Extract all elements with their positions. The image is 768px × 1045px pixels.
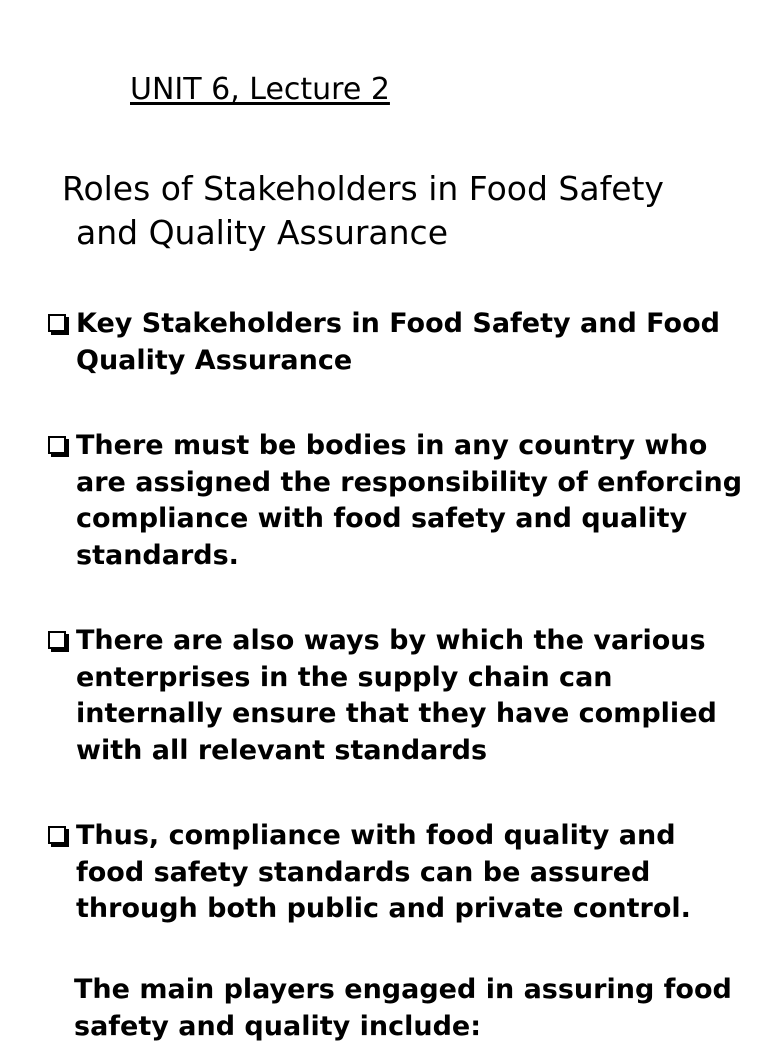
subtitle-line-2: and Quality Assurance [76,213,449,252]
bullet-item [46,623,746,769]
bullet-item [46,428,746,574]
checkbox-bullet-icon [48,826,66,844]
bullet-item [46,818,746,928]
closing-paragraph: The main players engaged in assuring food safety and quality include: [74,974,732,1042]
checkbox-bullet-icon [48,436,66,454]
subtitle-line-1: Roles of Stakeholders in Food Safety [62,169,664,208]
unit-title: UNIT 6, Lecture 2 [130,72,390,107]
bullet-text: There must be bodies in any country who are assigned the responsibility of enforcing compliance with food safety and quality standards. [76,430,743,571]
bullet-list [46,306,746,928]
checkbox-bullet-icon [48,314,66,332]
bullet-text: Thus, compliance with food quality and food safety standards can be assured through both public and private control. [76,820,691,924]
bullet-text: Key Stakeholders in Food Safety and Food Quality Assurance [76,308,720,376]
checkbox-bullet-icon [48,631,66,649]
lecture-subtitle [62,167,742,255]
bullet-text: There are also ways by which the various enterprises in the supply chain can internally ensure that they have complied with all relevant standards [76,625,717,766]
bullet-item [46,306,746,379]
